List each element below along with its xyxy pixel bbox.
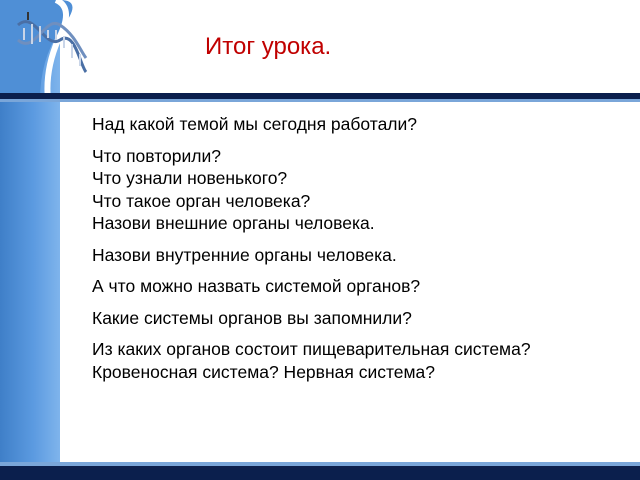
- question-item: Что узнали новенького?: [92, 168, 288, 188]
- question-item: Назови внешние органы человека.: [92, 213, 375, 233]
- question-item: Из каких органов состоит пищеварительная система? Кровеносная система? Нервная система?: [92, 339, 531, 382]
- question-item: Над какой темой мы сегодня работали?: [92, 114, 418, 134]
- question-item: Какие системы органов вы запомнили?: [92, 307, 412, 328]
- questions-list: [92, 113, 622, 383]
- question-item: Что такое орган человека?: [92, 190, 311, 211]
- question-item: Назови внутренние органы человека.: [92, 244, 397, 265]
- question-item: А что можно назвать системой органов?: [92, 276, 421, 296]
- question-item: Что повторили?: [92, 145, 221, 166]
- slide-title: Итог урока.: [205, 33, 332, 60]
- top-divider-accent: [0, 99, 640, 102]
- bottom-divider: [0, 466, 640, 480]
- dna-helix-icon: [10, 10, 90, 80]
